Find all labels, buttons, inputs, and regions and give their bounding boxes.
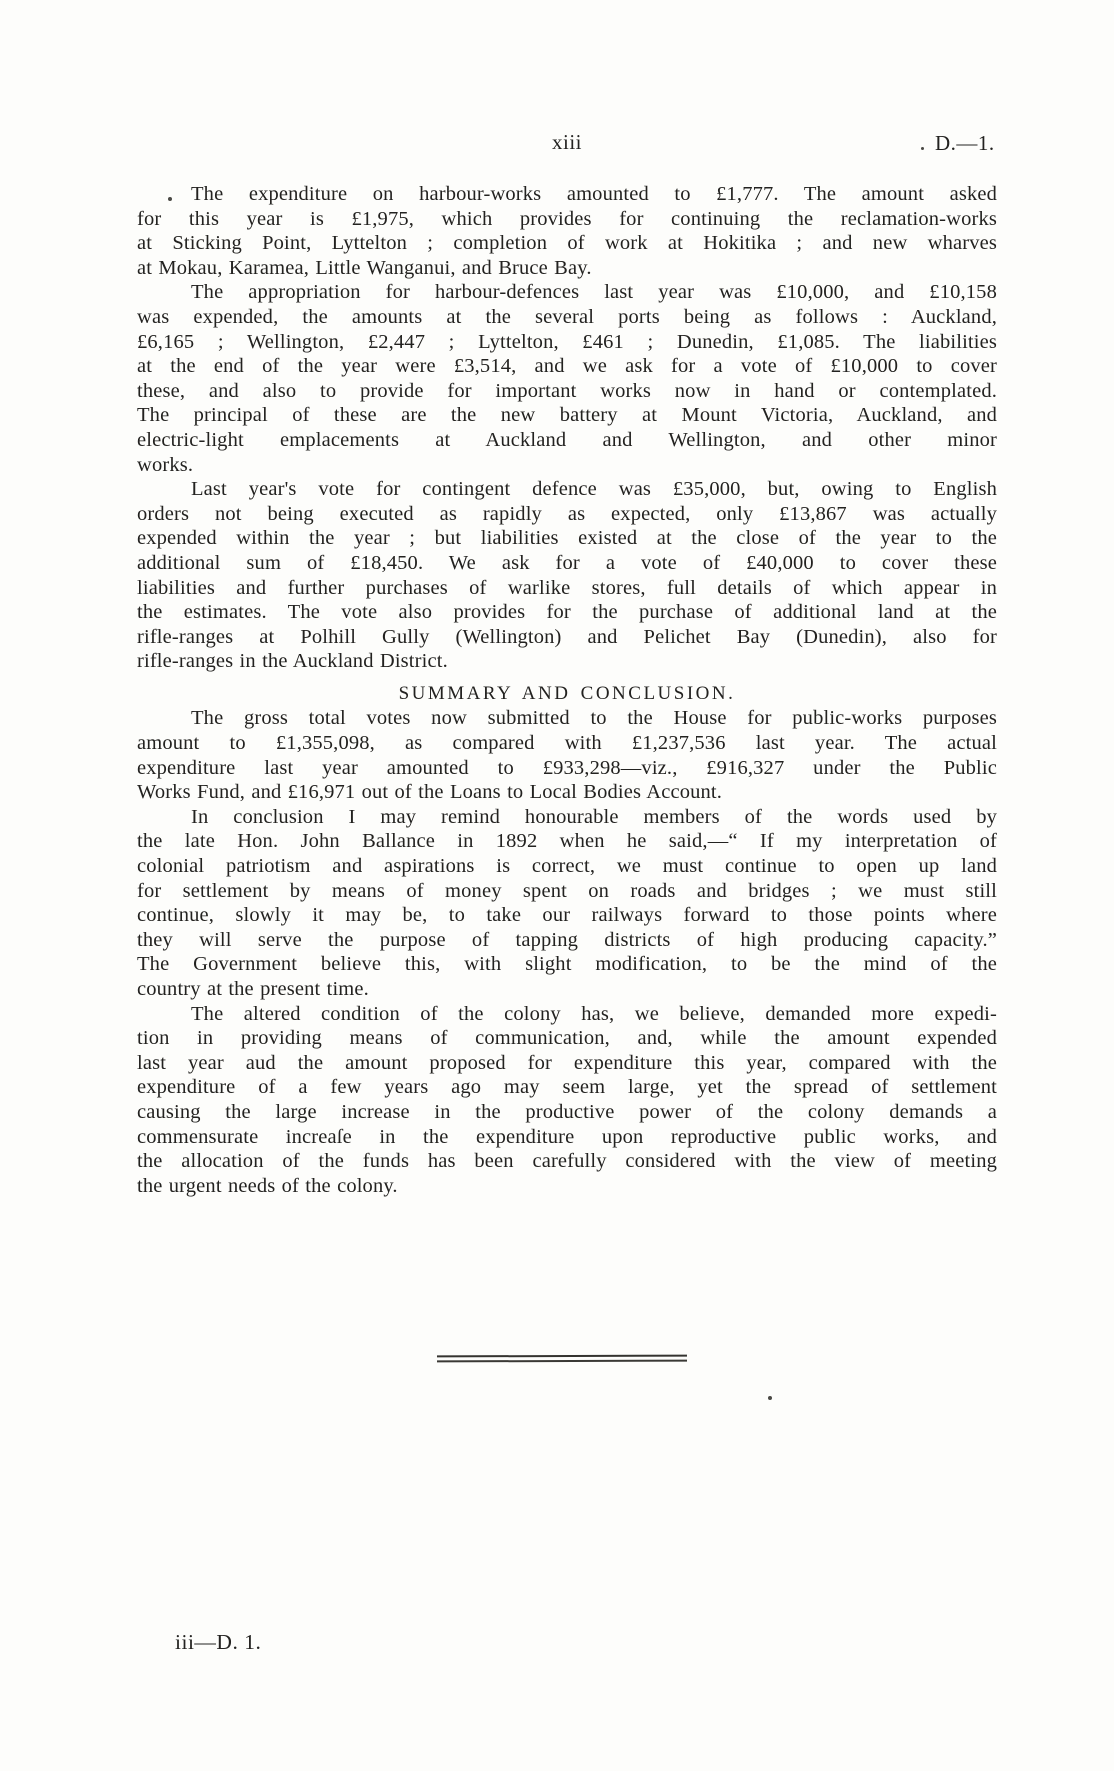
- text-line: commensurate increaſe in the expenditure upon reproductive public works, and: [137, 1125, 997, 1148]
- section-heading-summary-and-conclusion: SUMMARY AND CONCLUSION.: [398, 682, 736, 704]
- text-line: expenditure last year amounted to £933,298—viz., £916,327 under the Public: [137, 756, 997, 779]
- text-line: the late Hon. John Ballance in 1892 when he said,—“ If my interpretation of: [137, 830, 997, 853]
- text-line: the urgent needs of the colony.: [137, 1174, 398, 1197]
- text-line: at Mokau, Karamea, Little Wanganui, and Bruce Bay.: [137, 256, 592, 279]
- paragraph-gross-total-votes: [137, 706, 997, 804]
- text-line: The expenditure on harbour-works amounted to £1,777. The amount asked: [191, 183, 997, 205]
- text-line: at Sticking Point, Lyttelton ; completion of work at Hokitika ; and new wharves: [137, 232, 997, 255]
- end-rule-divider: [437, 1355, 687, 1363]
- text-line: amount to £1,355,098, as compared with £1,237,536 last year. The actual: [137, 732, 997, 755]
- paragraph-harbour-defences: [137, 280, 997, 477]
- paragraph-contingent-defence: [137, 477, 997, 674]
- text-line: continue, slowly it may be, to take our railways forward to those points where: [137, 904, 997, 927]
- text-line: £6,165 ; Wellington, £2,447 ; Lyttelton, £461 ; Dunedin, £1,085. The liabilities: [137, 330, 997, 353]
- text-line: The altered condition of the colony has, we believe, demanded more expedi-: [191, 1002, 997, 1025]
- text-line: the estimates. The vote also provides for the purchase of additional land at the: [137, 601, 997, 624]
- text-line: In conclusion I may remind honourable members of the words used by: [191, 805, 997, 828]
- text-line: expenditure of a few years ago may seem large, yet the spread of settlement: [137, 1076, 997, 1099]
- document-body: [137, 182, 997, 1198]
- text-line: tion in providing means of communication, and, while the amount expended: [137, 1027, 997, 1050]
- text-line: works.: [137, 453, 194, 476]
- text-line: The Government believe this, with slight modification, to be the mind of the: [137, 953, 997, 976]
- text-line: rifle-ranges in the Auckland District.: [137, 650, 448, 673]
- text-line: at the end of the year were £3,514, and we ask for a vote of £10,000 to cover: [137, 355, 997, 378]
- page-header: [137, 130, 997, 156]
- text-line: rifle-ranges at Polhill Gully (Wellington) and Pelichet Bay (Dunedin), also for: [137, 625, 997, 648]
- text-line: Works Fund, and £16,971 out of the Loans to Local Bodies Account.: [137, 781, 723, 804]
- text-line: causing the large increase in the productive power of the colony demands a: [137, 1100, 997, 1123]
- document-reference: D.—1.: [935, 131, 995, 155]
- text-line: The principal of these are the new battery at Mount Victoria, Auckland, and: [137, 404, 997, 427]
- text-line: additional sum of £18,450. We ask for a vote of £40,000 to cover these: [137, 551, 997, 574]
- text-line: liabilities and further purchases of warlike stores, full details of which appear in: [137, 576, 997, 599]
- footer-imprint: iii—D. 1.: [175, 1630, 262, 1654]
- text-line: The appropriation for harbour-defences last year was £10,000, and £10,158: [191, 281, 997, 304]
- text-line: these, and also to provide for important works now in hand or contemplated.: [137, 379, 997, 402]
- text-line: they will serve the purpose of tapping districts of high producing capacity.”: [137, 928, 997, 951]
- text-line: expended within the year ; but liabilities existed at the close of the year to the: [137, 527, 997, 550]
- paragraph-altered-condition: [137, 1002, 997, 1199]
- ink-speck: [168, 197, 172, 201]
- paragraph-conclusion-quote: [137, 805, 997, 1002]
- text-line: orders not being executed as rapidly as expected, only £13,867 was actually: [137, 502, 997, 525]
- ink-speck: [768, 1396, 772, 1400]
- text-line: the allocation of the funds has been carefully considered with the view of meeting: [137, 1150, 997, 1173]
- text-line: for settlement by means of money spent on roads and bridges ; we must still: [137, 879, 997, 902]
- text-line: last year aud the amount proposed for expenditure this year, compared with the: [137, 1051, 997, 1074]
- text-line: was expended, the amounts at the several ports being as follows : Auckland,: [137, 305, 997, 328]
- text-line: for this year is £1,975, which provides for continuing the reclamation-works: [137, 207, 997, 230]
- ink-speck: [921, 147, 924, 150]
- text-line: colonial patriotism and aspirations is correct, we must continue to open up land: [137, 855, 997, 878]
- text-line: The gross total votes now submitted to the House for public-works purposes: [191, 707, 997, 730]
- text-line: country at the present time.: [137, 978, 369, 1000]
- text-line: Last year's vote for contingent defence was £35,000, but, owing to English: [191, 478, 997, 501]
- text-line: electric-light emplacements at Auckland and Wellington, and other minor: [137, 428, 997, 451]
- page-number: xiii: [551, 130, 582, 154]
- paragraph-harbour-works: [137, 182, 997, 280]
